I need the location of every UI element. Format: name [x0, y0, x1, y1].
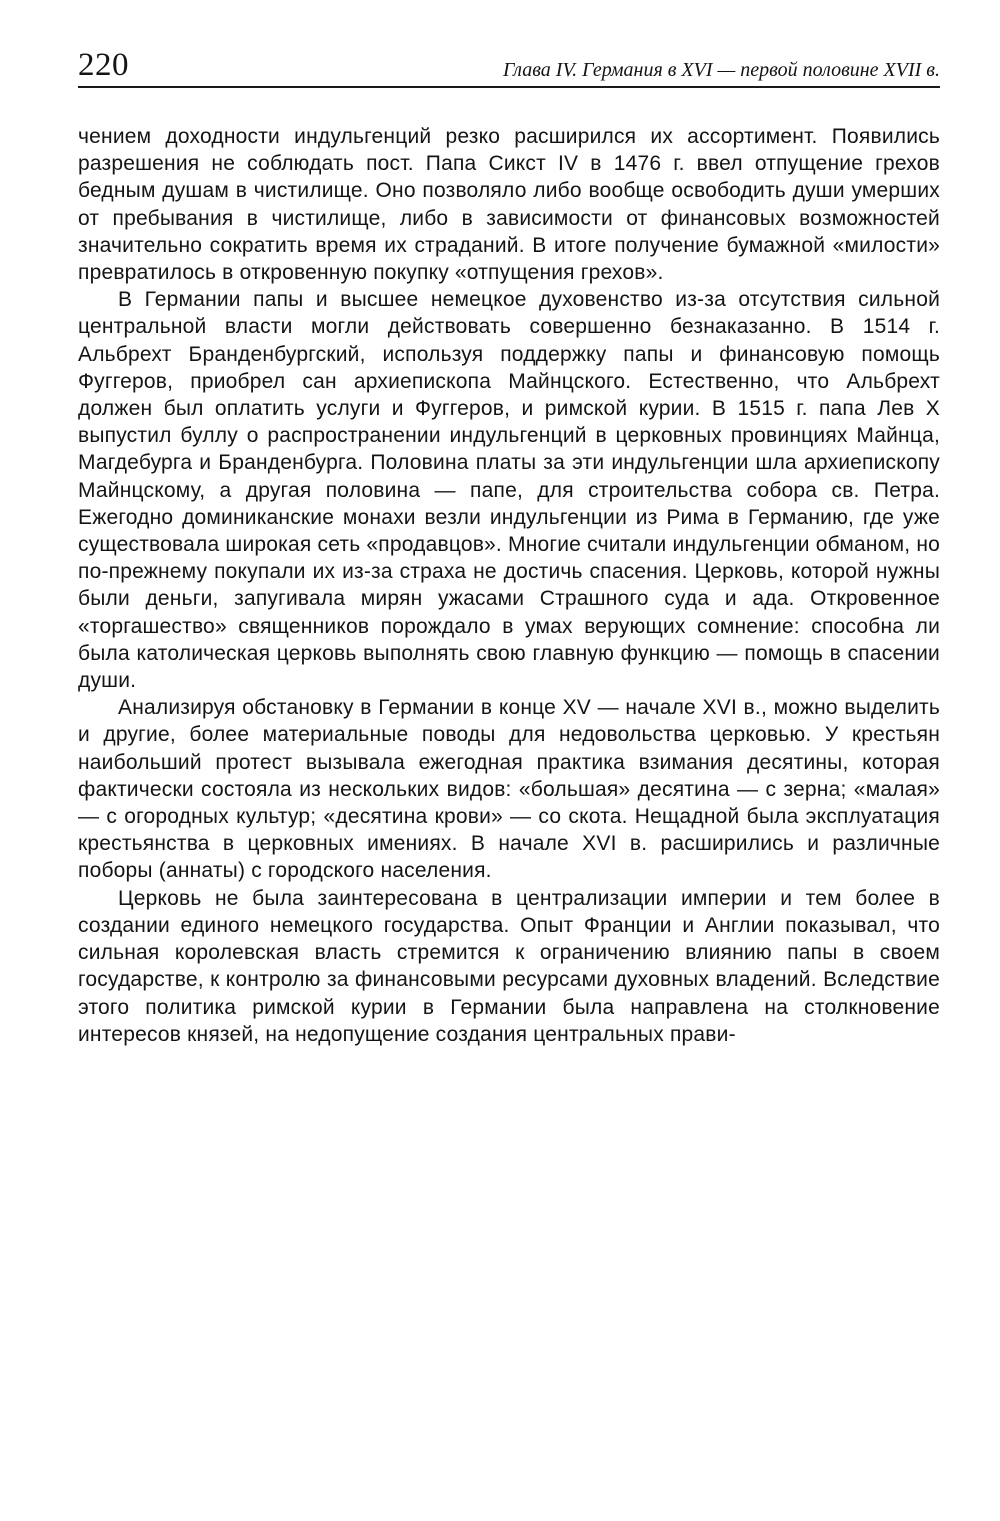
paragraph: В Германии папы и высшее немецкое духовенство из-за отсутствия сильной центральной власти могли действовать совершенно безнаказанно. В 1514 г. Альбрехт Бранденбургский, используя поддержку папы и финансовую помощь Фуггеров, приобрел сан архиепископа Майнцского. Естественно, что Альбрехт должен был оплатить услуги и Фуггеров, и римской курии. В 1515 г. папа Лев X выпустил буллу о распространении индульгенций в церковных провинциях Майнца, Магдебурга и Бранденбурга. Половина платы за эти индульгенции шла архиепископу Майнцскому, а другая половина — папе, для строительства собора св. Петра. Ежегодно доминиканские монахи везли индульгенции из Рима в Германию, где уже существовала широкая сеть «продавцов». Многие считали индульгенции обманом, но по-прежнему покупали их из-за страха не достичь спасения. Церковь, которой нужны были деньги, запугивала мирян ужасами Страшного суда и ада. Откровенное «торгашество» священников порождало в умах верующих сомнение: способна ли была католическая церковь выполнять свою главную функцию — помощь в спасении души. — [78, 288, 940, 693]
paragraph: Анализируя обстановку в Германии в конце XV — начале XVI в., можно выделить и другие, более материальные поводы для недовольства церковью. У крестьян наибольший протест вызывала ежегодная практика взимания десятины, которая фактически состояла из нескольких видов: «большая» десятина — с зерна; «малая» — с огородных культур; «десятина крови» — со скота. Нещадной была эксплуатация крестьянства в церковных имениях. В начале XVI в. расширились и различные поборы (аннаты) с городского населения. — [78, 696, 940, 883]
paragraph-continued: чением доходности индульгенций резко расширился их ассортимент. Появились разрешения не соблюдать пост. Папа Сикст IV в 1476 г. ввел отпущение грехов бедным душам в чистилище. Оно позволяло либо вообще освободить души умерших от пребывания в чистилище, либо в зависимости от финансовых возможностей значительно сократить время их страданий. В итоге получение бумажной «милости» превратилось в откровенную покупку «отпущения грехов». — [78, 125, 940, 285]
page-header — [78, 38, 940, 88]
running-title: Глава IV. Германия в XVI — первой половине XVII в. — [502, 59, 940, 81]
paragraph: Церковь не была заинтересована в централизации империи и тем более в создании единого немецкого государства. Опыт Франции и Англии показывал, что сильная королевская власть стремится к ограничению влиянию папы в своем государстве, к контролю за финансовыми ресурсами духовных владений. Вследствие этого политика римской курии в Германии была направлена на столкновение интересов князей, на недопущение создания центральных прави- — [78, 886, 940, 1046]
page-number: 220 — [78, 47, 129, 83]
book-page — [78, 38, 940, 1048]
body-text — [78, 123, 940, 1048]
